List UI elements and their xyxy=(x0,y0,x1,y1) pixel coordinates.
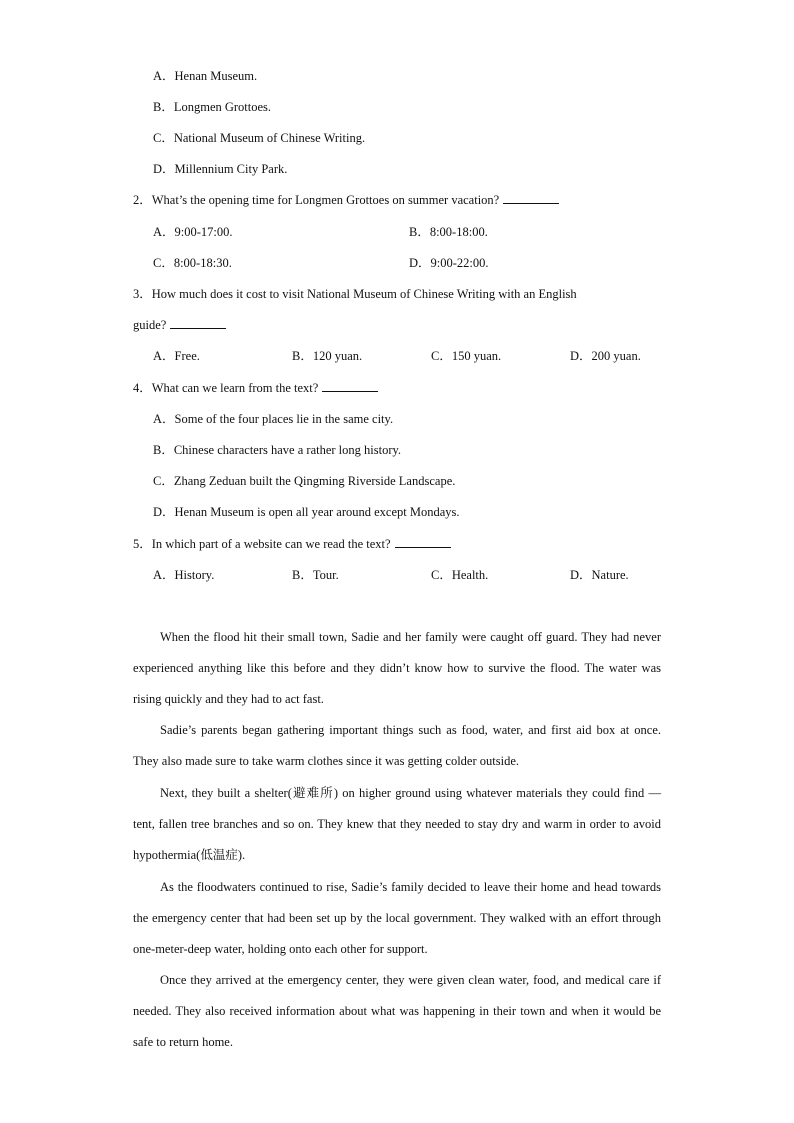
q3-text-line1: 3．How much does it cost to visit National Museum of Chinese Writing with an English xyxy=(133,287,577,301)
q4-option-a: A．Some of the four places lie in the same city. xyxy=(153,412,394,426)
passage-paragraph-5: Once they arrived at the emergency center, they were given clean water, food, and medical care if needed. They also received information about what was happening in their town and when it would be safe to return home. xyxy=(133,973,661,1050)
q4-text: 4．What can we learn from the text? xyxy=(133,381,319,395)
passage-paragraph-1: When the flood hit their small town, Sadie and her family were caught off guard. They had never experienced anything like this before and they didn’t know how to survive the flood. The water was rising quickly and they had to act fast. xyxy=(133,630,661,707)
q2-options-row1 xyxy=(153,224,665,240)
q3-option-b: B．120 yuan. xyxy=(292,349,363,363)
q5-option-d: D．Nature. xyxy=(570,568,629,582)
q2-option-a: A．9:00-17:00. xyxy=(153,225,233,239)
q2-question xyxy=(133,192,559,208)
q3-option-d: D．200 yuan. xyxy=(570,349,641,363)
q4-answer-blank xyxy=(322,380,378,392)
q2-option-d: D．9:00-22:00. xyxy=(409,256,489,270)
q3-option-c: C．150 yuan. xyxy=(431,349,502,363)
q4-question xyxy=(133,380,378,396)
passage-paragraph-2: Sadie’s parents began gathering important things such as food, water, and first aid box at once. They also made sure to take warm clothes since it was getting colder outside. xyxy=(133,723,661,769)
q5-options xyxy=(153,567,709,583)
q2-answer-blank xyxy=(503,192,559,204)
q3-answer-blank xyxy=(170,317,226,329)
passage-paragraph-3: Next, they built a shelter(避难所) on higher ground using whatever materials they could find —tent, fallen tree branches and so on. They knew that they needed to stay dry and warm in order to avoid hypothermia(低温症). xyxy=(133,786,661,863)
q3-option-a: A．Free. xyxy=(153,349,200,363)
q2-option-c: C．8:00-18:30. xyxy=(153,256,232,270)
q4-option-d: D．Henan Museum is open all year around except Mondays. xyxy=(153,505,460,519)
q4-option-b: B．Chinese characters have a rather long history. xyxy=(153,443,402,457)
q5-option-a: A．History. xyxy=(153,568,215,582)
q5-option-c: C．Health. xyxy=(431,568,489,582)
passage-paragraph-4: As the floodwaters continued to rise, Sadie’s family decided to leave their home and head towards the emergency center that had been set up by the local government. They walked with an effort through one-meter-deep water, holding onto each other for support. xyxy=(133,880,661,957)
q5-option-b: B．Tour. xyxy=(292,568,339,582)
q3-text-line2: guide? xyxy=(133,318,167,332)
q3-options xyxy=(153,348,709,364)
q2-options-row2 xyxy=(153,255,665,271)
q3-question-line2 xyxy=(133,317,226,333)
q5-question xyxy=(133,536,451,552)
q4-option-c: C．Zhang Zeduan built the Qingming Riverside Landscape. xyxy=(153,474,456,488)
q1-option-a: A．Henan Museum. xyxy=(153,69,258,83)
q2-option-b: B．8:00-18:00. xyxy=(409,225,488,239)
q1-option-c: C．National Museum of Chinese Writing. xyxy=(153,131,366,145)
q5-answer-blank xyxy=(395,536,451,548)
q1-option-b: B．Longmen Grottoes. xyxy=(153,100,272,114)
q5-text: 5．In which part of a website can we read the text? xyxy=(133,537,391,551)
q1-option-d: D．Millennium City Park. xyxy=(153,162,288,176)
q2-text: 2．What’s the opening time for Longmen Grottoes on summer vacation? xyxy=(133,193,500,207)
